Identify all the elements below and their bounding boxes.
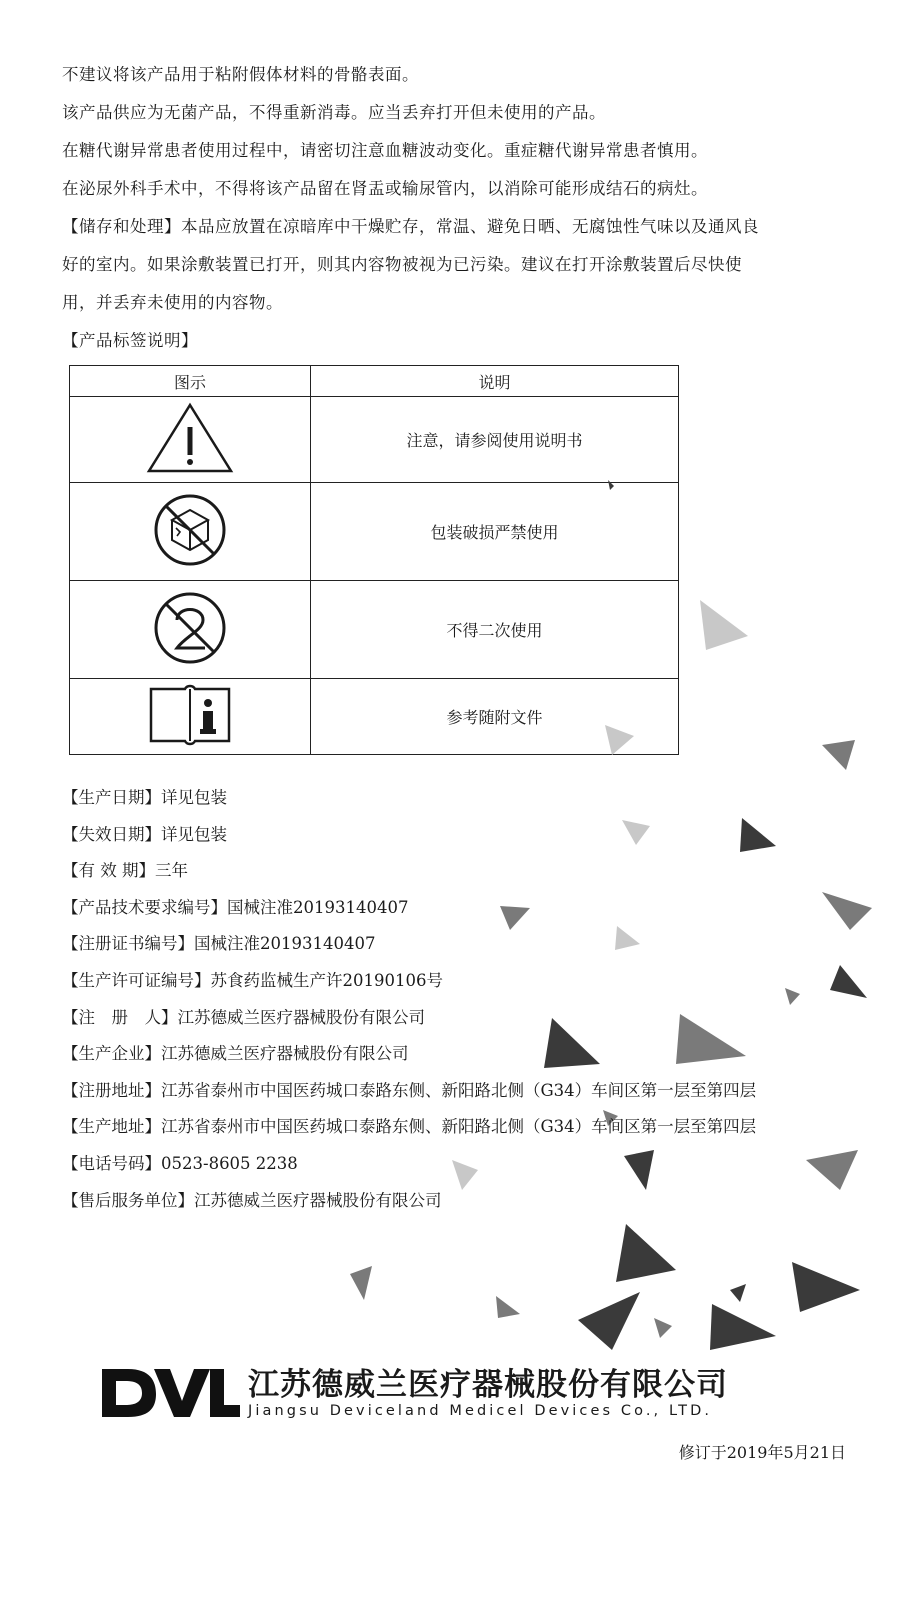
- table-header-icon: 图示: [70, 366, 311, 397]
- intro-line: 该产品供应为无菌产品，不得重新消毒。应当丢弃打开但未使用的产品。: [62, 103, 606, 122]
- table-cell-desc: 注意，请参阅使用说明书: [311, 397, 679, 483]
- storage-line: 【储存和处理】本品应放置在凉暗库中干燥贮存，常温、避免日晒、无腐蚀性气味以及通风良: [62, 217, 759, 236]
- registration-certificate: 【注册证书编号】国械注准20193140407: [62, 934, 376, 954]
- product-info: [62, 780, 756, 1219]
- company-name-cn: 江苏德威兰医疗器械股份有限公司: [248, 1367, 728, 1403]
- dvl-logo-mark: [100, 1365, 240, 1419]
- intro-line: 在泌尿外科手术中，不得将该产品留在肾盂或输尿管内，以消除可能形成结石的病灶。: [62, 179, 708, 198]
- storage-line: 好的室内。如果涂敷装置已打开，则其内容物被视为已污染。建议在打开涂敷装置后尽快使: [62, 255, 742, 274]
- shelf-life: 【有 效 期】三年: [62, 861, 188, 881]
- registrant: 【注 册 人】江苏德威兰医疗器械股份有限公司: [62, 1007, 425, 1027]
- label-section-heading: 【产品标签说明】: [62, 331, 198, 350]
- table-cell-desc: 包装破损严禁使用: [311, 483, 679, 581]
- company-name-en: Jiangsu Deviceland Medicel Devices Co., LTD.: [248, 1403, 713, 1419]
- storage-line: 用，并丢弃未使用的内容物。: [62, 293, 283, 312]
- production-date: 【生产日期】详见包装: [62, 788, 227, 807]
- expiry-date: 【失效日期】详见包装: [62, 824, 227, 844]
- production-address: 【生产地址】江苏省泰州市中国医药城口泰路东侧、新阳路北侧（G34）车间区第一层至第四层: [62, 1117, 757, 1137]
- revision-date: 修订于2019年5月21日: [678, 1443, 846, 1462]
- table-header-desc: 说明: [311, 366, 679, 397]
- production-license: 【生产许可证编号】苏食药监械生产许20190106号: [62, 970, 443, 990]
- tech-requirement-number: 【产品技术要求编号】国械注准20193140407: [62, 897, 409, 917]
- intro-line: 在糖代谢异常患者使用过程中，请密切注意血糖波动变化。重症糖代谢异常患者慎用。: [62, 141, 708, 160]
- intro-line: 不建议将该产品用于粘附假体材料的骨骼表面。: [62, 65, 419, 84]
- manufacturer: 【生产企业】江苏德威兰医疗器械股份有限公司: [62, 1044, 409, 1064]
- registered-address: 【注册地址】江苏省泰州市中国医药城口泰路东侧、新阳路北侧（G34）车间区第一层至第四层: [62, 1080, 757, 1100]
- table-cell-desc: 不得二次使用: [311, 581, 679, 679]
- company-logo: [100, 1357, 860, 1427]
- table-cell-desc: 参考随附文件: [311, 679, 679, 755]
- phone-number: 【电话号码】0523-8605 2238: [62, 1153, 298, 1173]
- after-sales-service: 【售后服务单位】江苏德威兰医疗器械股份有限公司: [62, 1190, 442, 1210]
